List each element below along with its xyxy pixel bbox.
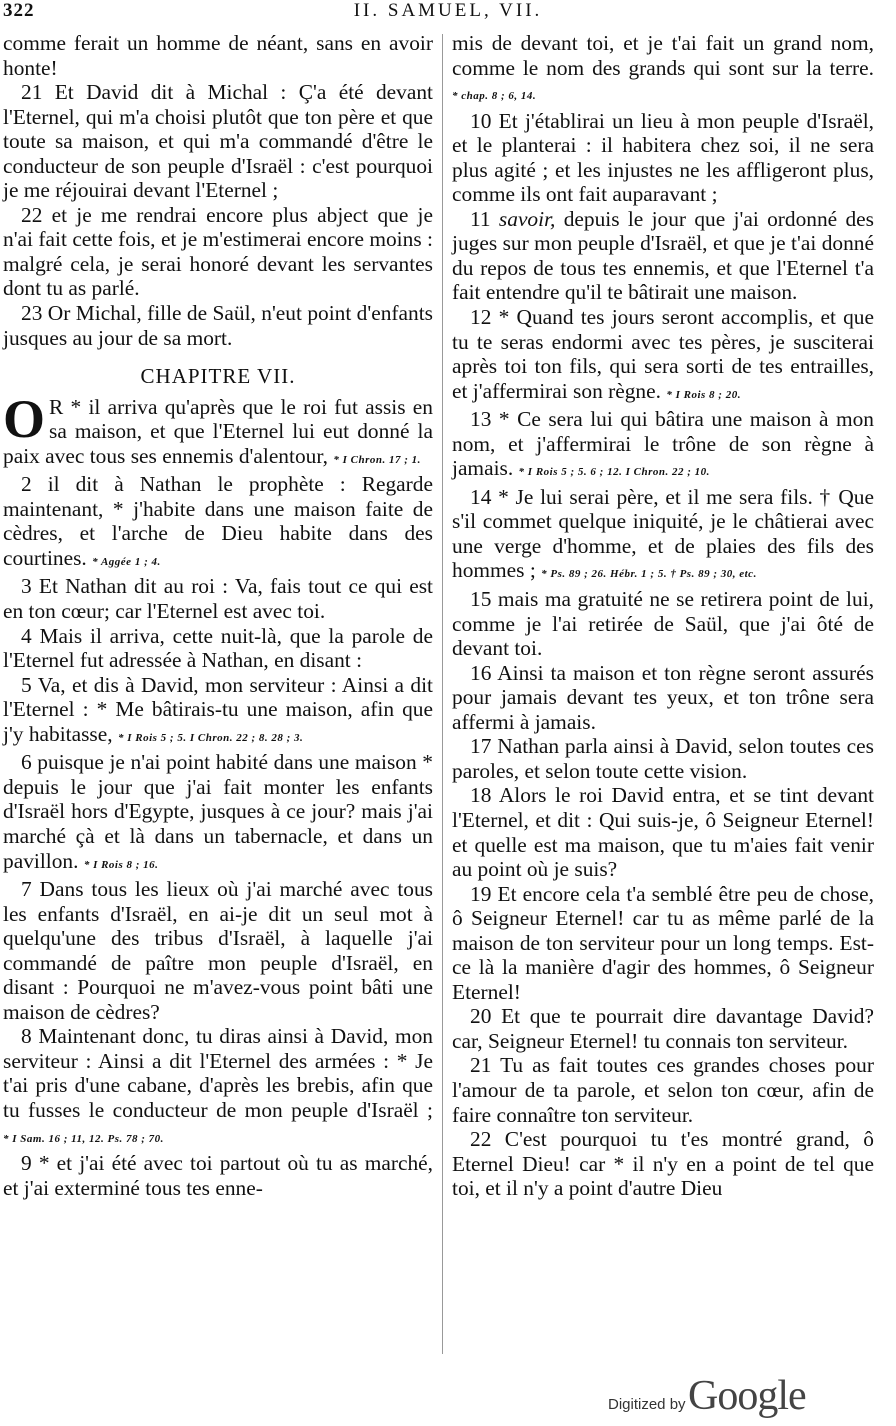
verse-1 <box>3 388 433 473</box>
running-head: II. SAMUEL, VII. <box>353 0 543 21</box>
verse-23: 23 Or Michal, fille de Saül, n'eut point d'enfants jusques au jour de sa mort. <box>3 301 433 350</box>
verse-10: 10 Et j'établirai un lieu à mon peuple d'Israël, et le planterai : il habitera chez soi, il ne sera plus agité ; et les injustes ne les affligeront plus, comme ils ont fait auparavant ; <box>452 108 874 207</box>
verse-14 <box>452 485 874 587</box>
verse-4: 4 Mais il arriva, cette nuit-là, que la parole de l'Eternel fut adressée à Nathan, en disant : <box>3 623 433 673</box>
cross-reference: * I Rois 8 ; 20. <box>666 388 741 401</box>
verse-6-text: 6 puisque je n'ai point habité dans une maison * depuis le jour que j'ai fait monter les enfants d'Israël hors d'Egypte, jusques à ce jour? mais j'ai marché çà et là dans un tabernacle, et dans un pavillon. <box>3 750 433 873</box>
verse-17: 17 Nathan parla ainsi à David, selon toutes ces paroles, et selon toute cette vision. <box>452 734 874 783</box>
continuation-text: mis de devant toi, et je t'ai fait un grand nom, comme le nom des grands qui sont sur la terre. <box>452 31 874 80</box>
verse-11-italic: savoir, <box>498 206 556 231</box>
verse-11 <box>452 207 874 305</box>
page-header <box>0 0 896 26</box>
verse-14-text: 14 * Je lui serai père, et il me sera fils. † Que s'il commet quelque iniquité, je le châtierai avec une verge d'homme, et de plaies des fils des hommes ; <box>452 484 874 583</box>
verse-8-text: 8 Maintenant donc, tu diras ainsi à David, mon serviteur : Ainsi a dit l'Eternel des armées : * Je t'ai pris d'une cabane, d'après les brebis, afin que tu fusses le conducteur de mon peuple d'Israël ; <box>3 1024 433 1122</box>
verse-15: 15 mais ma gratuité ne se retirera point de lui, comme je l'ai retirée de Saül, que j'ai ôté de devant toi. <box>452 587 874 661</box>
verse-13 <box>452 407 874 485</box>
cross-reference: * Ps. 89 ; 26. Hébr. 1 ; 5. † Ps. 89 ; 30, etc. <box>541 568 757 581</box>
page-number: 322 <box>3 0 35 21</box>
verse-5 <box>3 673 433 751</box>
verse-2-text: 2 il dit à Nathan le prophète : Regarde maintenant, * j'habite dans une maison faite de cèdres, et l'arche de Dieu habite dans des courtines. <box>3 472 433 570</box>
verse-12-text: 12 * Quand tes jours seront accomplis, et que tu te seras endormi avec tes pères, je susciterai après toi ton fils, qui sera sorti de tes entrailles, et j'affermirai son règne. <box>452 305 874 403</box>
paragraph-continuation: comme ferait un homme de néant, sans en avoir honte! <box>3 31 433 80</box>
cross-reference: * I Rois 8 ; 16. <box>83 858 159 871</box>
verse-20: 20 Et que te pourrait dire davantage David? car, Seigneur Eternel! tu connais ton serviteur. <box>452 1004 874 1053</box>
verse-12 <box>452 305 874 407</box>
verse-11-text: depuis le jour que j'ai ordonné des juges sur mon peuple d'Israël, et que je t'ai donné du repos de tous tes ennemis, et que l'Eternel t'a fait entendre qu'il te bâtirait une maison. <box>452 206 874 305</box>
cross-reference: * I Sam. 16 ; 11, 12. Ps. 78 ; 70. <box>3 1132 164 1145</box>
verse-5-text: 5 Va, et dis à David, mon serviteur : Ainsi a dit l'Eternel : * Me bâtirais-tu une maison, afin que j'y habitasse, <box>3 672 433 746</box>
left-column <box>3 31 433 1200</box>
google-logo: Google <box>688 1373 806 1419</box>
digitized-by-label: Digitized by <box>608 1396 686 1413</box>
verse-8 <box>3 1024 433 1151</box>
verse-16: 16 Ainsi ta maison et ton règne seront assurés pour jamais devant tes yeux, et ton trône sera affermi à jamais. <box>452 660 874 734</box>
cross-reference: * I Chron. 17 ; 1. <box>333 453 421 466</box>
verse-22: 22 C'est pourquoi tu t'es montré grand, ô Eternel Dieu! car * il n'y en a point de tel que toi, et il n'y a point d'autre Dieu <box>452 1127 874 1201</box>
cross-reference: * Aggée 1 ; 4. <box>92 555 161 568</box>
verse-21: 21 Et David dit à Michal : Ç'a été devant l'Eternel, qui m'a choisi plutôt que ton père et que toute sa maison, et qui m'a commandé d'être le conducteur de son peuple d'Israël : c'est pourquoi je me réjouirai devant l'Eternel ; <box>3 80 433 203</box>
chapter-title: CHAPITRE VII. <box>140 364 296 389</box>
cross-reference: * I Rois 5 ; 5. 6 ; 12. I Chron. 22 ; 10. <box>518 466 710 479</box>
verse-6 <box>3 750 433 877</box>
verse-1-text: R * il arriva qu'après que le roi fut assis en sa maison, et que l'Eternel lui eut donné la paix avec tous ses ennemis d'alentour, <box>3 394 433 468</box>
verse-18: 18 Alors le roi David entra, et se tint devant l'Eternel, et dit : Qui suis-je, ô Seigneur Eternel! et quelle est ma maison, que tu m'aies fait venir au point où je suis? <box>452 783 874 882</box>
right-column <box>452 31 874 1201</box>
verse-11-number: 11 <box>470 206 491 231</box>
verse-3: 3 Et Nathan dit au roi : Va, fais tout ce qui est en ton cœur; car l'Eternel est avec toi. <box>3 574 433 624</box>
drop-cap: O <box>3 388 46 449</box>
verse-13-text: 13 * Ce sera lui qui bâtira une maison à mon nom, et j'affermirai le trône de son règne à jamais. <box>452 407 874 481</box>
verse-9: 9 * et j'ai été avec toi partout où tu as marché, et j'ai exterminé tous tes enne- <box>3 1151 433 1200</box>
cross-reference: * chap. 8 ; 6, 14. <box>452 90 537 103</box>
verse-7: 7 Dans tous les lieux où j'ai marché avec tous les enfants d'Israël, en ai-je dit un seul mot à quelqu'une des tribus d'Israël, à laquelle j'ai commandé de paître mon peuple d'Israël, en disant : Pourquoi ne m'avez-vous point bâti une maison de cèdres? <box>3 877 433 1024</box>
verse-2 <box>3 472 433 574</box>
verse-22: 22 et je me rendrai encore plus abject que je n'ai fait cette fois, et je m'estimerai encore moins : malgré cela, je serai honoré devant les servantes dont tu as parlé. <box>3 202 433 301</box>
column-divider <box>442 34 443 1354</box>
cross-reference: * I Rois 5 ; 5. I Chron. 22 ; 8. 28 ; 3. <box>117 731 304 744</box>
paragraph-continuation <box>452 31 874 109</box>
verse-21: 21 Tu as fait toutes ces grandes choses pour l'amour de ta parole, et selon ton cœur, afin de faire connaître ton serviteur. <box>452 1053 874 1127</box>
verse-19: 19 Et encore cela t'a semblé être peu de chose, ô Seigneur Eternel! car tu as même parlé de la maison de ton serviteur pour un long temps. Est-ce là la manière d'agir des hommes, ô Seigneur Eternel! <box>452 881 874 1004</box>
